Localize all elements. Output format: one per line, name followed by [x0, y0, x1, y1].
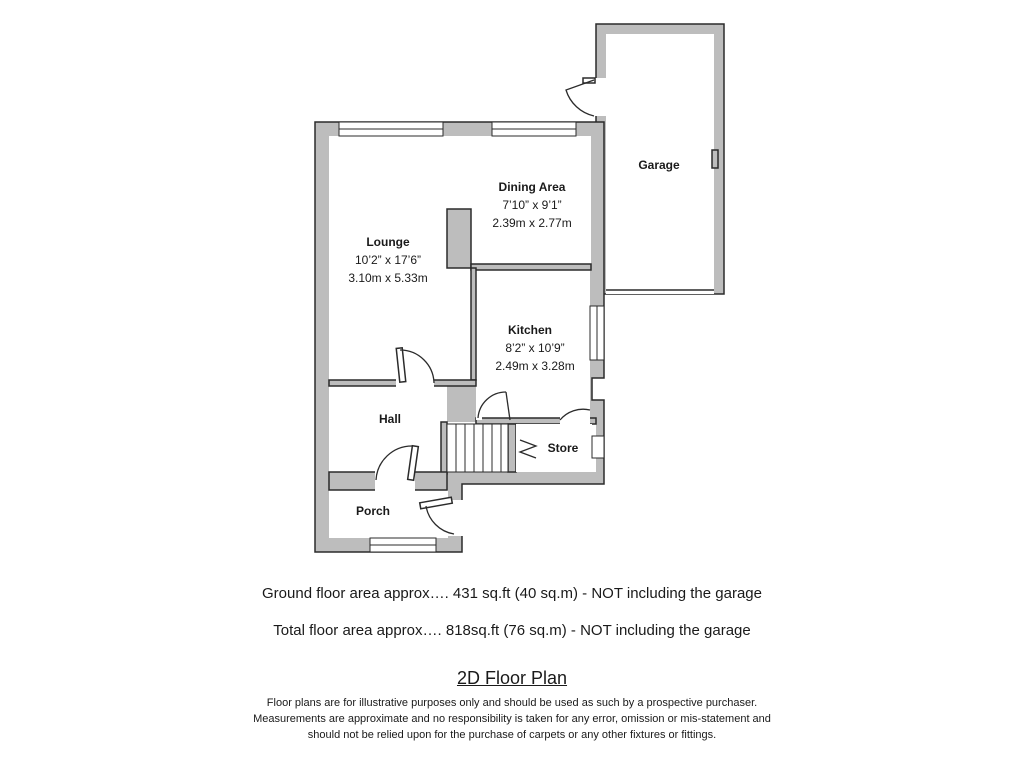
dining-metric: 2.39m x 2.77m [492, 216, 572, 230]
store-wall [508, 424, 516, 472]
lounge-imperial: 10’2” x 17’6” [354, 253, 422, 267]
stair-wall [441, 422, 447, 474]
disclaimer-line-1: Floor plans are for illustrative purposes only and should be used as such by a prospective purchaser. [266, 697, 758, 709]
window-porch-front [370, 538, 436, 552]
garage-label: Garage [638, 158, 680, 172]
store-label: Store [547, 441, 579, 455]
plan-heading: 2D Floor Plan [456, 668, 568, 688]
kitchen-metric: 2.49m x 3.28m [495, 359, 575, 373]
dining-imperial: 7’10” x 9’1” [502, 198, 562, 212]
window-lounge-front [339, 122, 443, 136]
kitchen-dining-wall [471, 264, 591, 270]
kitchen-imperial: 8’2” x 10’9” [505, 341, 565, 355]
ground-floor-area: Ground floor area approx…. 431 sq.ft (40 sq.m) - NOT including the garage [262, 585, 762, 602]
kitchen-label: Kitchen [507, 323, 553, 337]
lounge-metric: 3.10m x 5.33m [348, 271, 428, 285]
disclaimer-line-3: should not be relied upon for the purchase of carpets or any other fixtures or fittings. [307, 729, 717, 741]
disclaimer-line-2: Measurements are approximate and no responsibility is taken for any error, omission or mis-statement and [253, 713, 771, 725]
porch-label: Porch [355, 504, 391, 518]
window-store-side [592, 436, 604, 458]
garage-side-door [566, 78, 608, 116]
lounge-kitchen-wall [471, 268, 476, 380]
lounge-label: Lounge [366, 235, 410, 249]
staircase [447, 424, 508, 472]
chimney-breast [447, 209, 471, 268]
dining-label: Dining Area [498, 180, 566, 194]
window-kitchen-side [590, 306, 604, 360]
garage-pier [712, 150, 718, 168]
hall-label: Hall [378, 412, 402, 426]
window-dining-front [492, 122, 576, 136]
total-floor-area: Total floor area approx…. 818sq.ft (76 sq.m) - NOT including the garage [273, 622, 751, 639]
